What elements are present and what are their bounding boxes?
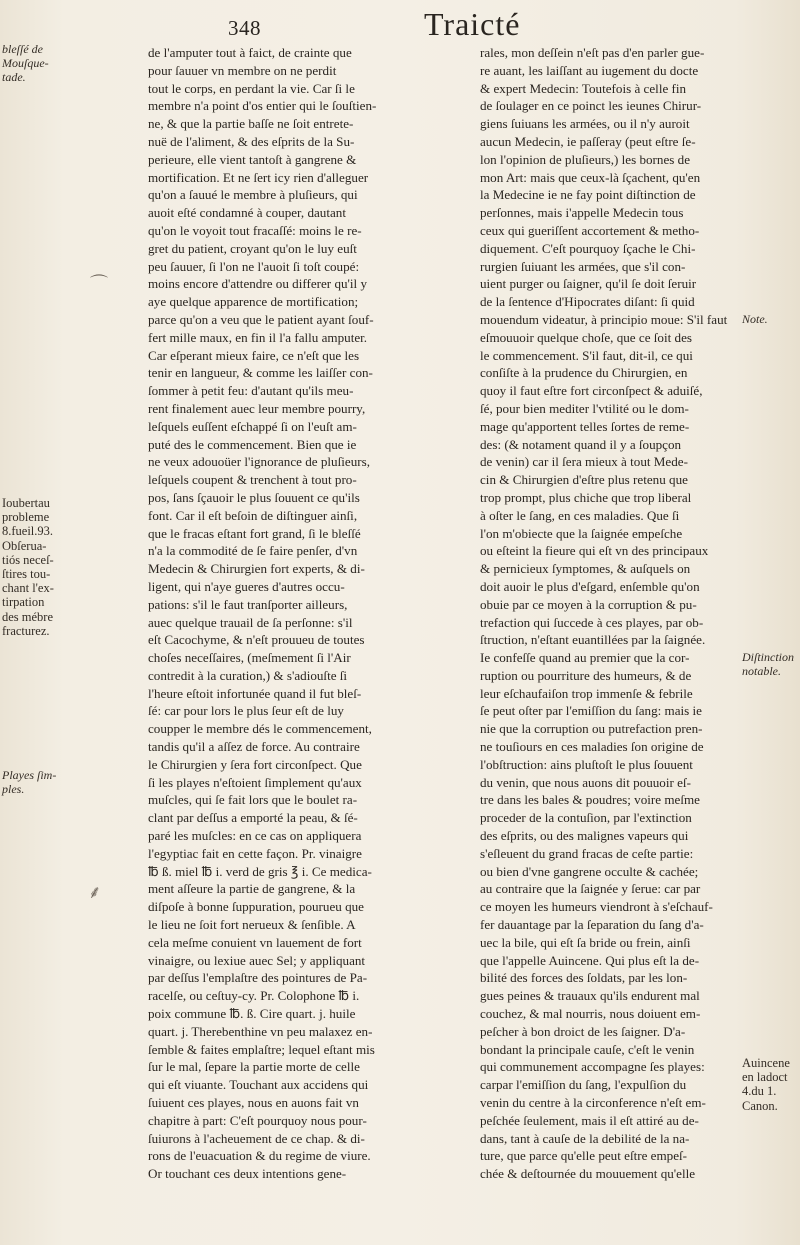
- margin-note-line: Diſtinction: [742, 650, 794, 664]
- text-line: Ie confeſſe quand au premier que la cor-: [480, 650, 690, 666]
- margin-note-line: bleſſé de: [2, 42, 43, 56]
- text-line: peu ſauuer, ſi l'on ne l'auoit ſi toſt coupé:: [148, 258, 360, 274]
- text-line: Car eſperant mieux faire, ce n'eſt que les: [148, 347, 360, 363]
- left-text-column: [148, 44, 475, 1183]
- margin-note-line: probleme: [2, 510, 50, 525]
- text-line: doit auoir le plus d'eſgard, enſemble qu'on: [480, 578, 700, 594]
- text-line: que le fracas eſtant fort grand, ſi le bleſſé: [148, 525, 361, 541]
- text-line: trefaction qui ſuccede à ces playes, par ob-: [480, 614, 704, 630]
- text-line: trop prompt, plus chiche que trop liberal: [480, 489, 692, 505]
- text-line: le Chirurgien y ſera fort circonſpect. Que: [148, 756, 362, 772]
- margin-note-line: tiós neceſ-: [2, 552, 54, 567]
- text-line: bilité des forces des ſoldats, par les lon-: [480, 970, 688, 986]
- text-line: l'egyptiac fait en cette façon. Pr. vinaigre: [148, 845, 362, 861]
- text-line: rurgien ſuiuant les armées, que s'il con-: [480, 258, 686, 274]
- text-line: que l'appelle Auincene. Qui plus eſt la de-: [480, 952, 700, 968]
- text-line: qu'on a ſauué le membre à pluſieurs, qui: [148, 187, 358, 203]
- margin-note-line: tirpation: [2, 595, 45, 610]
- text-line: de la ſentence d'Hipocrates diſant: ſi quid: [480, 294, 695, 310]
- text-line: ſemble & faites emplaſtre; lequel eſtant mis: [148, 1041, 375, 1057]
- text-line: ſuiurons à l'acheuement de ce chap. & di-: [148, 1130, 365, 1146]
- text-line: eſmouuoir quelque choſe, que ce ſoit des: [480, 329, 692, 345]
- margin-note-line: Note.: [742, 312, 768, 326]
- text-line: tout le corps, en perdant la vie. Car ſi le: [148, 80, 355, 96]
- text-line: gues peines & trauaux qu'ils endurent mal: [480, 988, 700, 1004]
- margin-note-wounded: [2, 42, 49, 84]
- margin-note-line: en ladoct: [742, 1070, 788, 1085]
- text-line: la Medecine ie ne fay point diſtinction de: [480, 187, 696, 203]
- text-line: couchez, & mal nourris, nous doiuent em-: [480, 1006, 701, 1022]
- ink-stroke-mark: ⸙: [88, 882, 102, 902]
- text-line: ℔ ß. miel ℔ i. verd de gris ℥ i. Ce medica-: [148, 863, 372, 879]
- margin-note-line: Playes ſim-: [2, 768, 57, 782]
- text-line: peſchée ſeulement, mais il eſt attiré au de-: [480, 1112, 699, 1128]
- text-line: auec quelque trauail de ſa perſonne: s'il: [148, 614, 353, 630]
- text-line: le commencement. S'il faut, dit-il, ce qui: [480, 347, 693, 363]
- text-line: clant par deſſus a emporté la peau, & ſé-: [148, 810, 358, 826]
- text-line: font. Car il eſt beſoin de diſtinguer ainſi,: [148, 507, 358, 523]
- text-line: carpar l'emiſſion du ſang, l'expulſion du: [480, 1077, 687, 1093]
- text-line: ou bien d'vne gangrene occulte & cachée;: [480, 863, 699, 879]
- page-number: 348: [228, 16, 261, 40]
- text-line: ruption ou pourriture des humeurs, & de: [480, 667, 692, 683]
- text-line: choſes neceſſaires, (meſmement ſi l'Air: [148, 650, 351, 666]
- text-line: ſé, pour bien mediter l'vtilité ou le dom-: [480, 400, 689, 416]
- text-line: auoit eſté condamné à couper, dautant: [148, 205, 346, 221]
- text-line: leſquels euſſent eſchappé ſi on l'euſt am-: [148, 418, 357, 434]
- text-line: puté des le commencement. Bien que ie: [148, 436, 357, 452]
- text-line: diſpoſe à bonne ſuppuration, pourueu que: [148, 899, 364, 915]
- margin-note-line: ples.: [2, 782, 25, 796]
- text-line: ſe peut oſter par l'emiſſion du ſang: mais ie: [480, 703, 702, 719]
- text-line: eſt Cacochyme, & n'eſt prouueu de toutes: [148, 632, 365, 648]
- text-line: mouendum videatur, à principio moue: S'il faut: [480, 311, 728, 327]
- margin-note-line: tade.: [2, 70, 26, 84]
- text-line: ceux qui gueriſſent accortement & metho-: [480, 222, 700, 238]
- text-line: Or touchant ces deux intentions gene-: [148, 1166, 347, 1182]
- text-line: proceder de la contuſion, par l'extinction: [480, 810, 692, 826]
- text-line: dans, tant à cauſe de la debilité de la na-: [480, 1130, 690, 1146]
- text-line: aye quelque apparence de mortification;: [148, 294, 359, 310]
- margin-note-line: des mébre: [2, 609, 54, 624]
- text-line: parce qu'on a veu que le patient ayant ſouf-: [148, 311, 374, 327]
- ink-stroke-mark: ⌒: [90, 274, 108, 294]
- text-line: diquement. C'eſt pourquoy ſçache le Chi-: [480, 240, 696, 256]
- text-line: le lieu ne ſoit fort nerueux & ſenſible. A: [148, 917, 356, 933]
- text-line: leſquels coupent & trenchent à tout pro-: [148, 472, 357, 488]
- text-line: de venin) car il ſera mieux à tout Mede-: [480, 454, 688, 470]
- text-line: ligent, qui n'aye gueres d'autres occu-: [148, 578, 345, 594]
- text-line: muſcles, qui ſe fait lors que le boulet ra-: [148, 792, 358, 808]
- text-line: l'on m'obiecte que la ſaignée empeſche: [480, 525, 683, 541]
- text-line: qui eſt viuante. Touchant aux accidens qui: [148, 1077, 369, 1093]
- text-line: n'a la commodité de ſe faire penſer, d'vn: [148, 543, 358, 559]
- text-line: rent finalement auec leur membre pourry,: [148, 400, 366, 416]
- text-line: ne touſiours en ces maladies ſon origine de: [480, 739, 704, 755]
- text-line: ſur le mal, ſepare la partie morte de celle: [148, 1059, 360, 1075]
- text-line: cin & Chirurgien d'eſtre plus retenu que: [480, 472, 688, 488]
- right-text-column: [480, 44, 800, 1183]
- text-line: poix commune ℔. ß. Cire quart. j. huile: [148, 1006, 356, 1022]
- text-line: fert mille maux, en fin il l'a fallu amputer.: [148, 329, 368, 345]
- text-line: ſi les playes n'eſtoient ſimplement qu'aux: [148, 774, 362, 790]
- text-line: leur eſchaufaiſon trop immenſe & febrile: [480, 685, 693, 701]
- text-line: cela meſme conuient vn lauement de fort: [148, 934, 362, 950]
- text-line: chapitre à part: C'eſt pourquoy nous pour-: [148, 1112, 367, 1128]
- text-line: pos, ſans ſçauoir le plus ſouuent ce qu'ils: [148, 489, 360, 505]
- text-line: gret du patient, croyant qu'on le luy euſt: [148, 240, 357, 256]
- text-line: membre n'a point d'os entier qui le ſouſtien-: [148, 98, 377, 114]
- margin-note-line: 4.du 1.: [742, 1084, 777, 1099]
- text-line: ſtruction, n'eſtant euantillées par la ſaignée.: [480, 632, 706, 648]
- text-line: de l'amputer tout à faict, de crainte que: [148, 45, 352, 60]
- text-line: ture, que parce qu'elle peut eſtre empeſ-: [480, 1148, 688, 1164]
- margin-note-line: chant l'ex-: [2, 581, 54, 596]
- text-line: ment aſſeure la partie de gangrene, & la: [148, 881, 356, 897]
- text-line: au contraire que la ſaignée y ſerue: car par: [480, 881, 701, 897]
- text-line: perieure, elle vient tantoſt à gangrene &: [148, 151, 357, 167]
- text-line: pour ſauuer vn membre on ne perdit: [148, 62, 337, 78]
- text-line: chée & deſtournée du mouuement qu'elle: [480, 1166, 696, 1182]
- text-line: Medecin & Chirurgien fort experts, & di-: [148, 561, 365, 577]
- text-line: ne veux adouoüer l'ignorance de pluſieurs,: [148, 454, 370, 470]
- page-header: [0, 4, 800, 44]
- text-line: nuë de l'aliment, & des eſprits de la Su-: [148, 133, 355, 149]
- text-line: tenir en langueur, & comme les laiſſer con-: [148, 365, 373, 381]
- text-line: aucun Medecin, ie paſſeray (peut eſtre ſe-: [480, 133, 696, 149]
- text-line: paré les muſcles: en ce cas on appliquera: [148, 828, 362, 844]
- text-line: uec la bile, qui eſt ſa bride ou frein, ainſi: [480, 934, 691, 950]
- text-line: l'heure eſtoit infortunée quand il fut bleſ-: [148, 685, 362, 701]
- text-line: ſuiuent ces playes, nous en auons fait vn: [148, 1095, 359, 1111]
- text-line: quoy il faut eſtre fort circonſpect & aduiſé,: [480, 383, 703, 399]
- text-line: de ſoulager en ce poinct les ieunes Chirur-: [480, 98, 702, 114]
- text-line: ſé: car pour lors le plus ſeur eſt de luy: [148, 703, 344, 719]
- text-line: ce moyen les humeurs viendront à s'eſchauf-: [480, 899, 713, 915]
- text-line: des: (& notament quand il y a ſoupçon: [480, 436, 682, 452]
- text-line: s'eſleuent du grand fracas de ceſte partie:: [480, 845, 694, 861]
- text-line: fer dauantage par la ſeparation du ſang d'a-: [480, 917, 704, 933]
- text-line: quart. j. Therebenthine vn peu malaxez en-: [148, 1023, 373, 1039]
- text-line: mortification. Et ne ſert icy rien d'alleguer: [148, 169, 369, 185]
- text-line: rons de l'euacuation & du regime de viure.: [148, 1148, 371, 1164]
- margin-note-line: Ioubertau: [2, 496, 50, 510]
- margin-note-joubert: [2, 496, 54, 638]
- margin-note-simple-wounds: [2, 768, 56, 796]
- margin-note-line: Obſerua-: [2, 538, 47, 553]
- text-line: pations: s'il le faut tranſporter ailleurs,: [148, 596, 348, 612]
- text-line: mage qu'apportent telles ſortes de reme-: [480, 418, 690, 434]
- margin-note-line: ſtires tou-: [2, 567, 51, 582]
- margin-note-line: notable.: [742, 664, 781, 678]
- text-line: coupper le membre dés le commencement,: [148, 721, 372, 737]
- text-line: re auant, les laiſſant au iugement du docte: [480, 62, 699, 78]
- text-line: du venin, que nous auons dit pouuoir eſ-: [480, 774, 691, 790]
- text-line: & pernicieux ſymptomes, & auſquels on: [480, 561, 691, 577]
- text-line: & expert Medecin: Toutefois à celle fin: [480, 80, 687, 96]
- text-line: tandis qu'il a aſſez de force. Au contraire: [148, 739, 360, 755]
- margin-note-line: Auincene: [742, 1056, 790, 1070]
- text-line: rales, mon deſſein n'eſt pas d'en parler gue-: [480, 45, 705, 60]
- text-line: lon l'opinion de pluſieurs,) les bornes de: [480, 151, 691, 167]
- text-line: des eſprits, ou des malignes vapeurs qui: [480, 828, 689, 844]
- text-line: giens ſuiuans les armées, ou il n'y auroit: [480, 116, 690, 132]
- text-line: bondant la principale cauſe, c'eſt le venin: [480, 1041, 695, 1057]
- text-line: contredit à la curation,) & s'adiouſte ſi: [148, 667, 348, 683]
- text-line: uient purger ou ſaigner, qu'il ſe doit ſeruir: [480, 276, 697, 292]
- text-line: peſcher à bon droict de les ſaigner. D'a-: [480, 1023, 686, 1039]
- text-line: l'obſtruction: ains pluſtoſt le plus ſouuent: [480, 756, 693, 772]
- text-line: nie que la corruption ou putrefaction pren-: [480, 721, 703, 737]
- text-line: ſommer à petit feu: d'autant qu'ils meu-: [148, 383, 354, 399]
- running-title: Traicté: [424, 6, 521, 42]
- text-line: tre dans les bales & poudres; voire meſme: [480, 792, 700, 808]
- text-line: perſonnes, mais i'appelle Medecin tous: [480, 205, 684, 221]
- text-line: moins encore d'attendre ou differer qu'il y: [148, 276, 367, 292]
- text-line: à oſter le ſang, en ces maladies. Que ſi: [480, 507, 680, 523]
- text-line: qu'on le voyoit tout fracaſſé: moins le re-: [148, 222, 362, 238]
- text-line: vinaigre, ou lexiue auec Sel; y appliquant: [148, 952, 366, 968]
- margin-note-line: 8.fueil.93.: [2, 524, 54, 539]
- text-line: ou eſteint la fieure qui eſt vn des principaux: [480, 543, 709, 559]
- text-line: racelſe, ou ceſtuy-cy. Pr. Colophone ℔ i.: [148, 988, 360, 1004]
- text-line: obuie par ce moyen à la corruption & pu-: [480, 596, 697, 612]
- text-line: par deſſus l'emplaſtre des pointures de Pa-: [148, 970, 368, 986]
- text-line: venin du centre à la circonference n'eſt em-: [480, 1095, 706, 1111]
- text-line: ne, & que la partie baſſe ne ſoit entrete-: [148, 116, 354, 132]
- margin-note-line: fracturez.: [2, 623, 50, 638]
- margin-note-line: Canon.: [742, 1098, 778, 1113]
- text-line: mon Art: mais que ceux-là ſçachent, qu'en: [480, 169, 701, 185]
- text-line: qui communement accompagne ſes playes:: [480, 1059, 705, 1075]
- margin-note-line: Mouſque-: [2, 56, 49, 70]
- text-line: conſiſte à la prudence du Chirurgien, en: [480, 365, 688, 381]
